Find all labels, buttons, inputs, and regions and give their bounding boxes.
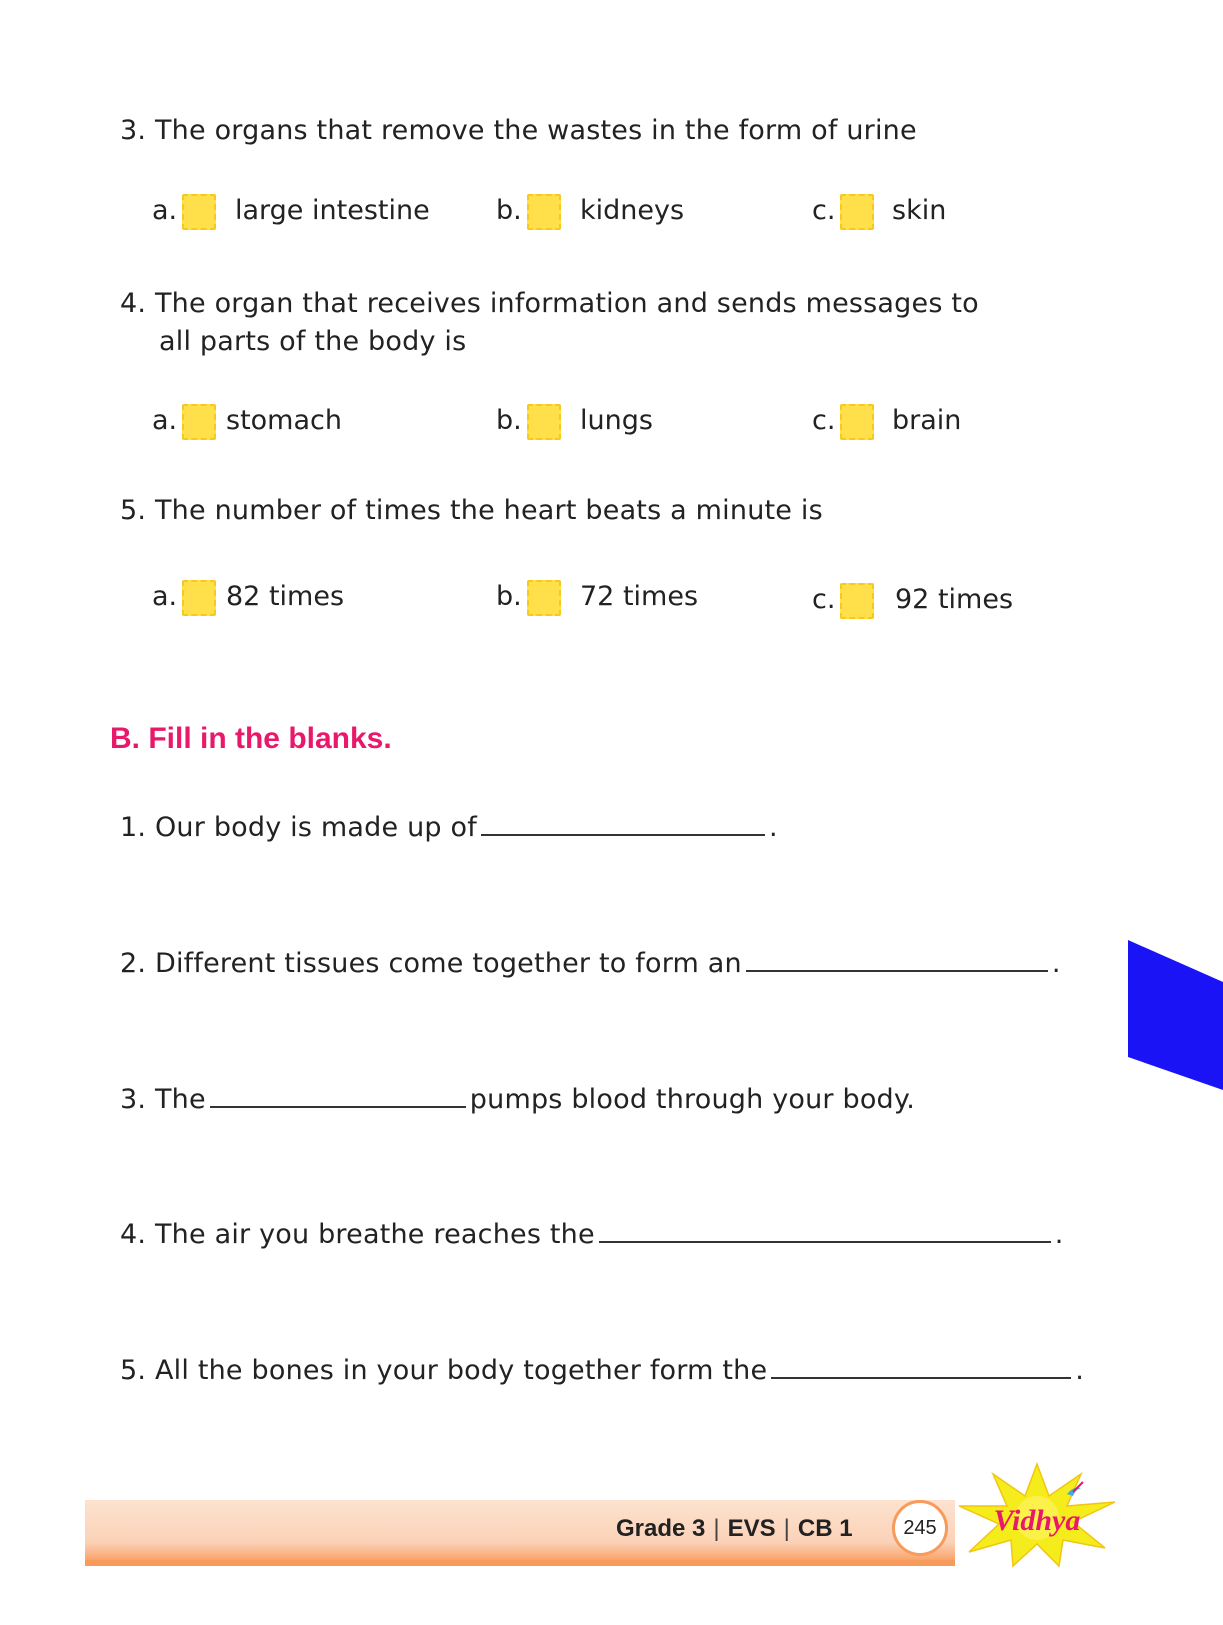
blank-text-before: Different tissues come together to form an xyxy=(154,948,742,979)
answer-checkbox-5a[interactable] xyxy=(182,580,216,616)
blank-text-before: The xyxy=(154,1084,206,1115)
option-letter: b. xyxy=(496,405,522,436)
answer-checkbox-3b[interactable] xyxy=(527,194,561,230)
mcq-question-4 xyxy=(120,285,979,323)
option-text: 72 times xyxy=(580,581,699,612)
blank-text-after: . xyxy=(1054,1219,1064,1250)
fill-blank-1 xyxy=(120,804,778,847)
blank-number: 5. xyxy=(120,1355,147,1386)
footer-subject: EVS xyxy=(727,1515,776,1542)
mcq-question-3 xyxy=(120,112,917,150)
fill-blank-3 xyxy=(120,1076,915,1119)
footer-label xyxy=(616,1515,853,1543)
question-number: 4. xyxy=(120,288,147,319)
option-text: stomach xyxy=(226,405,342,436)
mcq-question-5 xyxy=(120,492,823,530)
page-number: 245 xyxy=(892,1500,948,1556)
footer-separator: | xyxy=(713,1515,720,1542)
option-letter: a. xyxy=(152,581,178,612)
fill-blank-4 xyxy=(120,1211,1064,1254)
answer-checkbox-3c[interactable] xyxy=(840,194,874,230)
blank-text-after: . xyxy=(1051,948,1061,979)
footer-book: CB 1 xyxy=(797,1515,853,1542)
question-text: The organ that receives information and sends messages to xyxy=(154,288,979,319)
option-letter: c. xyxy=(812,195,836,226)
option-letter: a. xyxy=(152,405,178,436)
option-text: brain xyxy=(892,405,962,436)
vidhya-logo-icon xyxy=(955,1462,1120,1572)
blank-text-before: The air you breathe reaches the xyxy=(154,1219,595,1250)
answer-blank-1[interactable] xyxy=(481,804,765,836)
answer-checkbox-3a[interactable] xyxy=(182,194,216,230)
answer-checkbox-4a[interactable] xyxy=(182,404,216,440)
option-text: skin xyxy=(892,195,947,226)
answer-blank-2[interactable] xyxy=(746,940,1048,972)
answer-blank-4[interactable] xyxy=(599,1211,1051,1243)
option-letter: c. xyxy=(812,405,836,436)
blank-number: 1. xyxy=(120,812,147,843)
question-text: The organs that remove the wastes in the form of urine xyxy=(154,115,917,146)
option-text: kidneys xyxy=(580,195,685,226)
option-text: 92 times xyxy=(895,584,1014,615)
answer-checkbox-4b[interactable] xyxy=(527,404,561,440)
blank-number: 2. xyxy=(120,948,147,979)
option-text: large intestine xyxy=(235,195,430,226)
blank-text-after: . xyxy=(768,812,778,843)
answer-checkbox-5b[interactable] xyxy=(527,580,561,616)
mcq-question-4-line-2: all parts of the body is xyxy=(159,326,467,357)
answer-blank-3[interactable] xyxy=(210,1076,466,1108)
option-letter: b. xyxy=(496,195,522,226)
blank-number: 3. xyxy=(120,1084,147,1115)
option-text: lungs xyxy=(580,405,653,436)
blank-number: 4. xyxy=(120,1219,147,1250)
answer-checkbox-4c[interactable] xyxy=(840,404,874,440)
section-b-title: B. Fill in the blanks. xyxy=(110,722,392,755)
option-letter: b. xyxy=(496,581,522,612)
question-text: The number of times the heart beats a minute is xyxy=(154,495,823,526)
option-letter: c. xyxy=(812,584,836,615)
question-number: 5. xyxy=(120,495,147,526)
footer-grade: Grade 3 xyxy=(616,1515,706,1542)
footer-separator: | xyxy=(783,1515,790,1542)
chapter-side-tab xyxy=(1128,940,1223,1090)
option-text: 82 times xyxy=(226,581,345,612)
fill-blank-5 xyxy=(120,1347,1084,1390)
fill-blank-2 xyxy=(120,940,1061,983)
blank-text-after: pumps blood through your body. xyxy=(469,1084,916,1115)
blank-text-before: All the bones in your body together form the xyxy=(154,1355,768,1386)
blank-text-before: Our body is made up of xyxy=(154,812,477,843)
option-letter: a. xyxy=(152,195,178,226)
answer-checkbox-5c[interactable] xyxy=(840,583,874,619)
question-number: 3. xyxy=(120,115,147,146)
blank-text-after: . xyxy=(1075,1355,1085,1386)
logo-text: Vidhya xyxy=(993,1504,1081,1537)
answer-blank-5[interactable] xyxy=(771,1347,1071,1379)
